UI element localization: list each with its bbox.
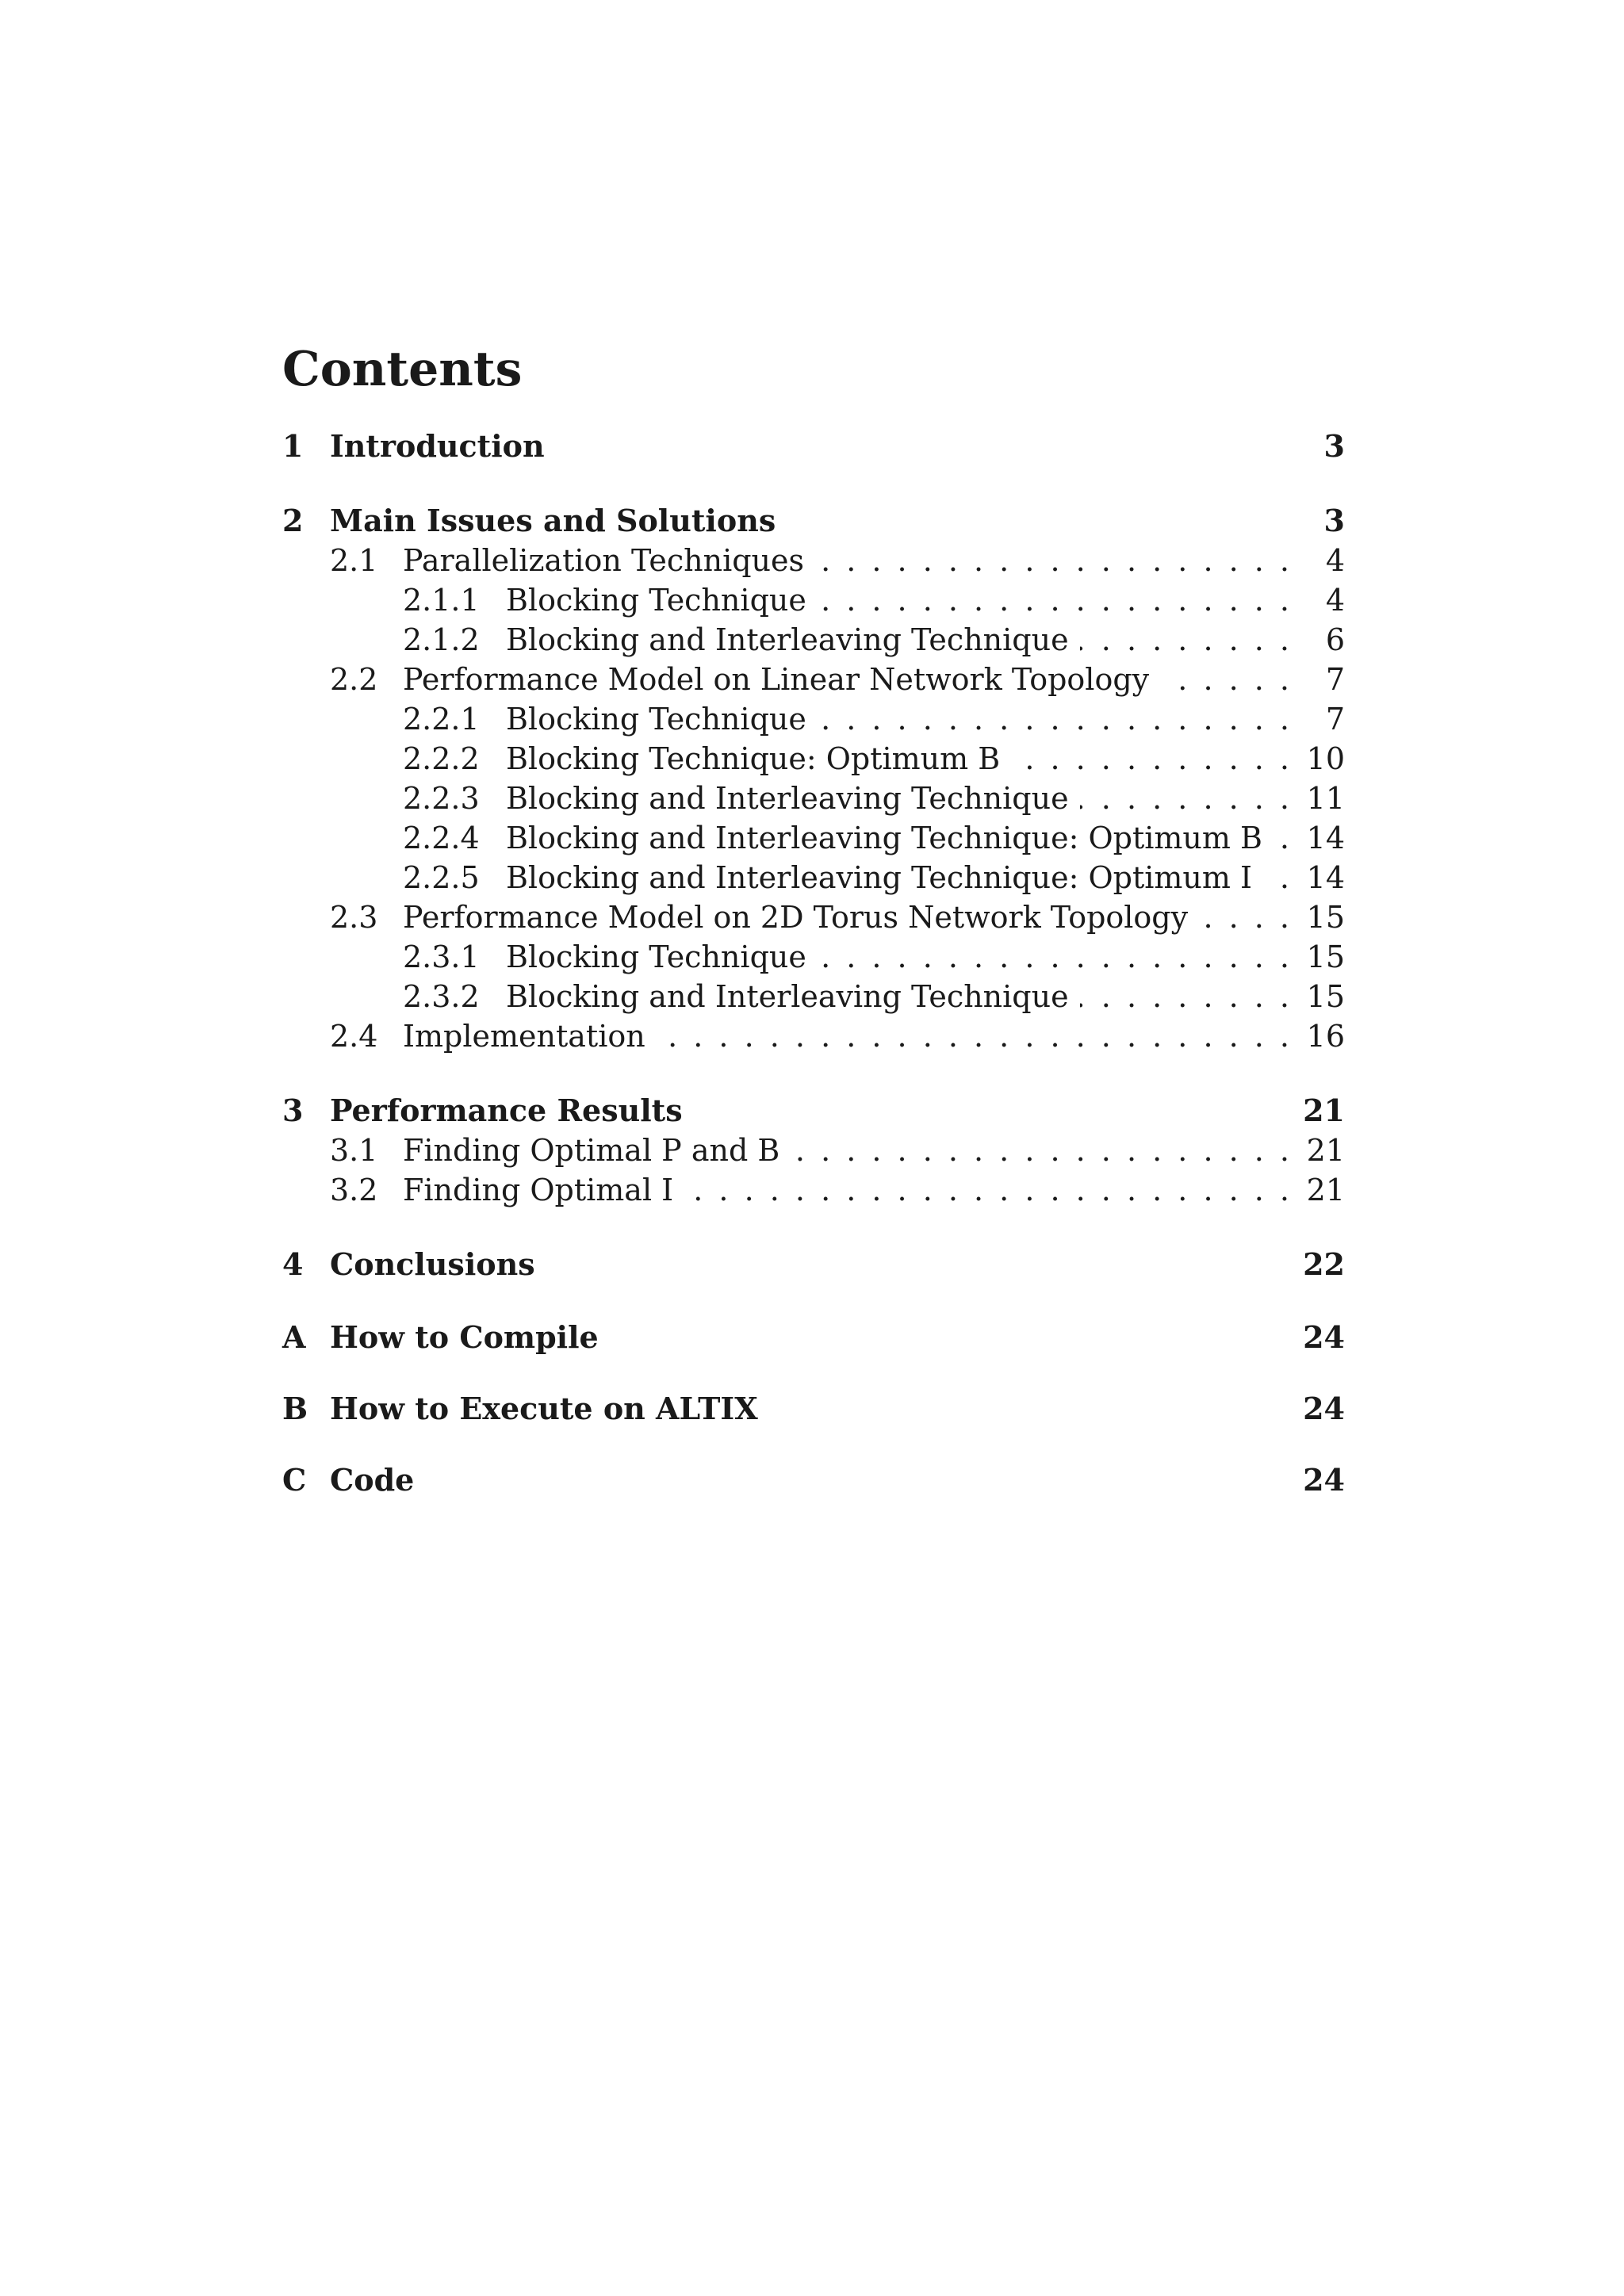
toc-dot-leader [684,1170,1289,1210]
toc-entry-number: 2.2.1 [403,702,480,737]
toc-entry-page-number: 14 [1306,860,1345,895]
toc-entry-page-number: 7 [1325,662,1345,697]
toc-entry-title: How to Execute on ALTIX [330,1391,758,1426]
toc-entry-page-number: 7 [1325,702,1345,737]
toc-entry-number: 2.2.3 [403,781,480,816]
toc-entry-page-number: 21 [1306,1173,1345,1207]
toc-section-row[interactable] [282,427,1345,466]
toc-dot-leader [818,937,1289,977]
toc-entry-title: Code [330,1462,415,1498]
toc-section-row[interactable] [282,501,1345,541]
toc-entry-page-number: 15 [1306,939,1345,974]
toc-entry-number: 2.3.1 [403,939,480,974]
toc-entry-number: 2.1.2 [403,622,480,657]
toc-entry-page-number: 4 [1325,543,1345,578]
toc-entry-page-number: 15 [1306,979,1345,1014]
toc-subsubsection-row[interactable] [282,858,1345,897]
toc-subsubsection-row[interactable] [282,580,1345,620]
toc-dot-leader [1263,858,1289,897]
toc-entry-number: 2.4 [330,1019,378,1054]
toc-section-row[interactable] [282,1245,1345,1284]
toc-subsubsection-row[interactable] [282,779,1345,818]
toc-dot-leader [1160,660,1289,699]
toc-section-row[interactable] [282,1389,1345,1429]
toc-entry-number: 2.3.2 [403,979,480,1014]
toc-entry-title: Performance Model on Linear Network Topology [403,662,1150,697]
toc-entry-page-number: 16 [1306,1019,1345,1054]
toc-section-row[interactable] [282,1460,1345,1500]
toc-section-row[interactable] [282,1091,1345,1131]
table-of-contents [282,0,1345,2296]
toc-entry-number: 2.2 [330,662,378,697]
toc-subsubsection-row[interactable] [282,620,1345,660]
toc-dot-leader [818,580,1289,620]
toc-subsection-row[interactable] [282,1131,1345,1170]
toc-entry-page-number: 3 [1323,428,1345,464]
toc-entry-title: Finding Optimal P and B [403,1133,780,1168]
toc-entry-number: 4 [282,1246,304,1282]
toc-entry-title: Blocking Technique [506,702,806,737]
toc-entry-number: 3 [282,1093,304,1128]
toc-entry-page-number: 3 [1323,503,1345,538]
toc-dot-leader [1274,818,1289,858]
toc-entry-number: 3.2 [330,1173,378,1207]
toc-entry-title: Blocking and Interleaving Technique: Optimum I [506,860,1253,895]
toc-entry-page-number: 21 [1306,1133,1345,1168]
toc-subsection-row[interactable] [282,541,1345,580]
toc-subsection-row[interactable] [282,1170,1345,1210]
toc-entry-title: Finding Optimal I [403,1173,674,1207]
toc-entry-page-number: 21 [1303,1093,1345,1128]
toc-entry-title: Blocking and Interleaving Technique [506,781,1069,816]
toc-entry-title: Blocking and Interleaving Technique [506,979,1069,1014]
toc-entry-page-number: 4 [1325,583,1345,618]
toc-entry-page-number: 24 [1303,1391,1345,1426]
toc-entry-page-number: 24 [1303,1319,1345,1355]
toc-entry-title: Main Issues and Solutions [330,503,776,538]
toc-dot-leader [1080,779,1289,818]
toc-entry-number: 2.1.1 [403,583,480,618]
toc-dot-leader [818,699,1289,739]
toc-subsubsection-row[interactable] [282,739,1345,779]
toc-dot-leader [1080,620,1289,660]
toc-entry-title: How to Compile [330,1319,599,1355]
toc-dot-leader [657,1016,1289,1056]
toc-entry-title: Blocking Technique [506,583,806,618]
toc-entry-title: Blocking Technique: Optimum B [506,741,1001,776]
toc-subsection-row[interactable] [282,897,1345,937]
toc-subsubsection-row[interactable] [282,699,1345,739]
toc-subsection-row[interactable] [282,660,1345,699]
toc-entry-number: 2.2.5 [403,860,480,895]
toc-entry-number: 2.3 [330,900,378,935]
toc-subsection-row[interactable] [282,1016,1345,1056]
toc-dot-leader [791,1131,1289,1170]
toc-entry-number: 2 [282,503,304,538]
toc-entry-number: A [282,1319,306,1355]
toc-entry-page-number: 10 [1306,741,1345,776]
toc-entry-page-number: 15 [1306,900,1345,935]
toc-entry-number: C [282,1462,307,1498]
toc-subsubsection-row[interactable] [282,977,1345,1016]
toc-entry-title: Parallelization Techniques [403,543,805,578]
toc-dot-leader [1199,897,1289,937]
toc-dot-leader [1011,739,1289,779]
contents-heading: Contents [282,342,523,397]
toc-entry-page-number: 14 [1306,821,1345,855]
toc-entry-page-number: 6 [1325,622,1345,657]
toc-entry-number: 2.2.4 [403,821,480,855]
toc-entry-page-number: 11 [1306,781,1345,816]
toc-entry-title: Performance Model on 2D Torus Network Topology [403,900,1189,935]
toc-subsubsection-row[interactable] [282,818,1345,858]
toc-entry-number: 2.1 [330,543,378,578]
toc-dot-leader [815,541,1289,580]
toc-entry-number: 2.2.2 [403,741,480,776]
toc-entry-title: Implementation [403,1019,645,1054]
toc-subsubsection-row[interactable] [282,937,1345,977]
toc-entry-page-number: 22 [1303,1246,1345,1282]
toc-dot-leader [1080,977,1289,1016]
toc-entry-title: Blocking and Interleaving Technique: Optimum B [506,821,1262,855]
toc-entry-page-number: 24 [1303,1462,1345,1498]
toc-entry-title: Blocking and Interleaving Technique [506,622,1069,657]
toc-entry-title: Performance Results [330,1093,683,1128]
toc-entry-title: Conclusions [330,1246,535,1282]
toc-entry-number: B [282,1391,308,1426]
toc-section-row[interactable] [282,1318,1345,1357]
toc-entry-title: Blocking Technique [506,939,806,974]
toc-entry-number: 3.1 [330,1133,378,1168]
toc-entry-number: 1 [282,428,304,464]
toc-entry-title: Introduction [330,428,545,464]
